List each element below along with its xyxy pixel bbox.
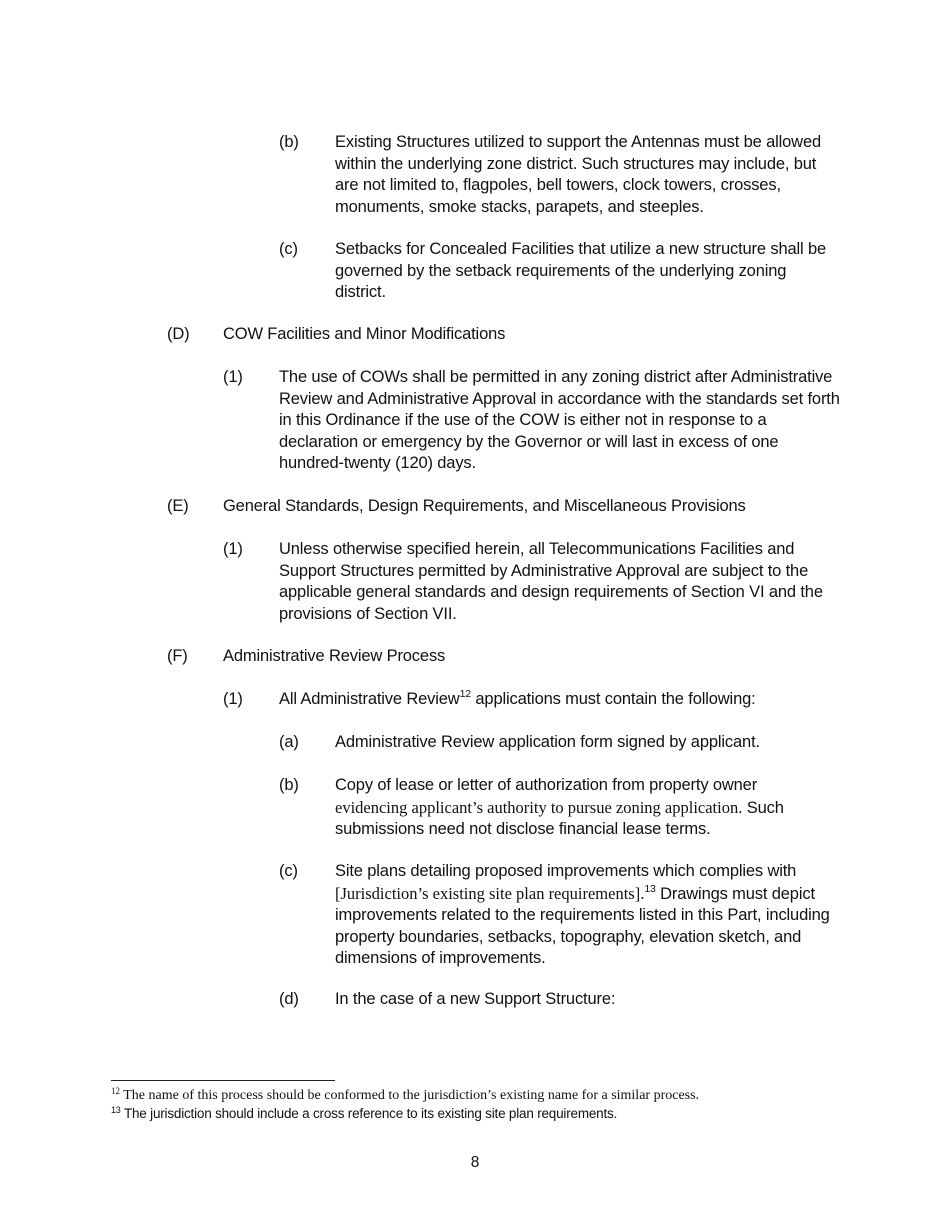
list-item-text <box>335 775 841 841</box>
footnote-ref-12[interactable]: 12 <box>459 688 471 700</box>
list-marker: (1) <box>223 690 243 708</box>
list-item-text: Administrative Review application form signed by applicant. <box>335 733 760 751</box>
section-marker: (E) <box>167 497 189 515</box>
footnote-text: The jurisdiction should include a cross reference to its existing site plan requirements. <box>123 1106 618 1121</box>
list-marker: (1) <box>223 540 243 558</box>
section-heading-text: Administrative Review Process <box>223 647 446 665</box>
text-after-ref: applications must contain the following: <box>470 690 756 708</box>
list-item-text: Setbacks for Concealed Facilities that utilize a new structure shall be governed by the setback requirements of the underlying zoning district. <box>335 240 827 301</box>
list-item-text <box>335 861 835 970</box>
footnote-12 <box>111 1088 699 1104</box>
text-serif: [Jurisdiction’s existing site plan requirements]. <box>335 883 645 903</box>
list-marker: (c) <box>279 862 298 880</box>
text-before-ref: All Administrative Review <box>279 690 460 708</box>
list-item-text: Unless otherwise specified herein, all Telecommunications Facilities and Support Structures permitted by Administrative Approval are subject to the applicable general standards and design requirements of Section VI and the provisions of Section VII. <box>279 540 823 623</box>
list-item-text: The use of COWs shall be permitted in any zoning district after Administrative Review and Administrative Approval in accordance with the standards set forth in this Ordinance if the use of the COW is either not in response to a declaration or emergency by the Governor or will last in excess of one hundred-twenty (120) days. <box>279 368 840 472</box>
list-item-text <box>279 689 841 711</box>
text-line-1: Site plans detailing proposed improvements which complies with <box>335 862 797 880</box>
section-marker: (F) <box>167 647 188 665</box>
section-heading-text: COW Facilities and Minor Modifications <box>223 325 506 343</box>
text-rest: Such submissions need not disclose financial lease terms. <box>335 798 784 838</box>
footnote-text: The name of this process should be conformed to the jurisdiction’s existing name for a similar process. <box>123 1088 700 1103</box>
text-rest: Drawings must depict improvements related to the requirements listed in this Part, including property boundaries, setbacks, topography, elevation sketch, and dimensions of improvements. <box>335 884 830 967</box>
footnote-number: 12 <box>111 1086 120 1096</box>
footnote-number: 13 <box>111 1105 121 1115</box>
text-serif: evidencing applicant’s authority to pursue zoning application. <box>335 797 743 817</box>
list-marker: (a) <box>279 733 299 751</box>
page-number: 8 <box>470 1154 480 1171</box>
list-marker: (1) <box>223 368 243 386</box>
section-marker: (D) <box>167 325 190 343</box>
text-line-1: Copy of lease or letter of authorization from property owner <box>335 776 758 794</box>
list-marker: (b) <box>279 133 299 151</box>
list-item-text: In the case of a new Support Structure: <box>335 990 616 1008</box>
footnote-divider <box>111 1080 335 1081</box>
list-marker: (d) <box>279 990 299 1008</box>
section-heading-text: General Standards, Design Requirements, and Miscellaneous Provisions <box>223 497 746 515</box>
list-marker: (b) <box>279 776 299 794</box>
footnote-ref-13[interactable]: 13 <box>644 882 656 895</box>
list-item-text: Existing Structures utilized to support the Antennas must be allowed within the underlying zone district. Such structures may include, but are not limited to, flagpoles, bell towers, clock towers, crosses, monuments, smoke stacks, parapets, and steeples. <box>335 133 821 216</box>
list-marker: (c) <box>279 240 298 258</box>
footnote-13 <box>111 1106 617 1122</box>
